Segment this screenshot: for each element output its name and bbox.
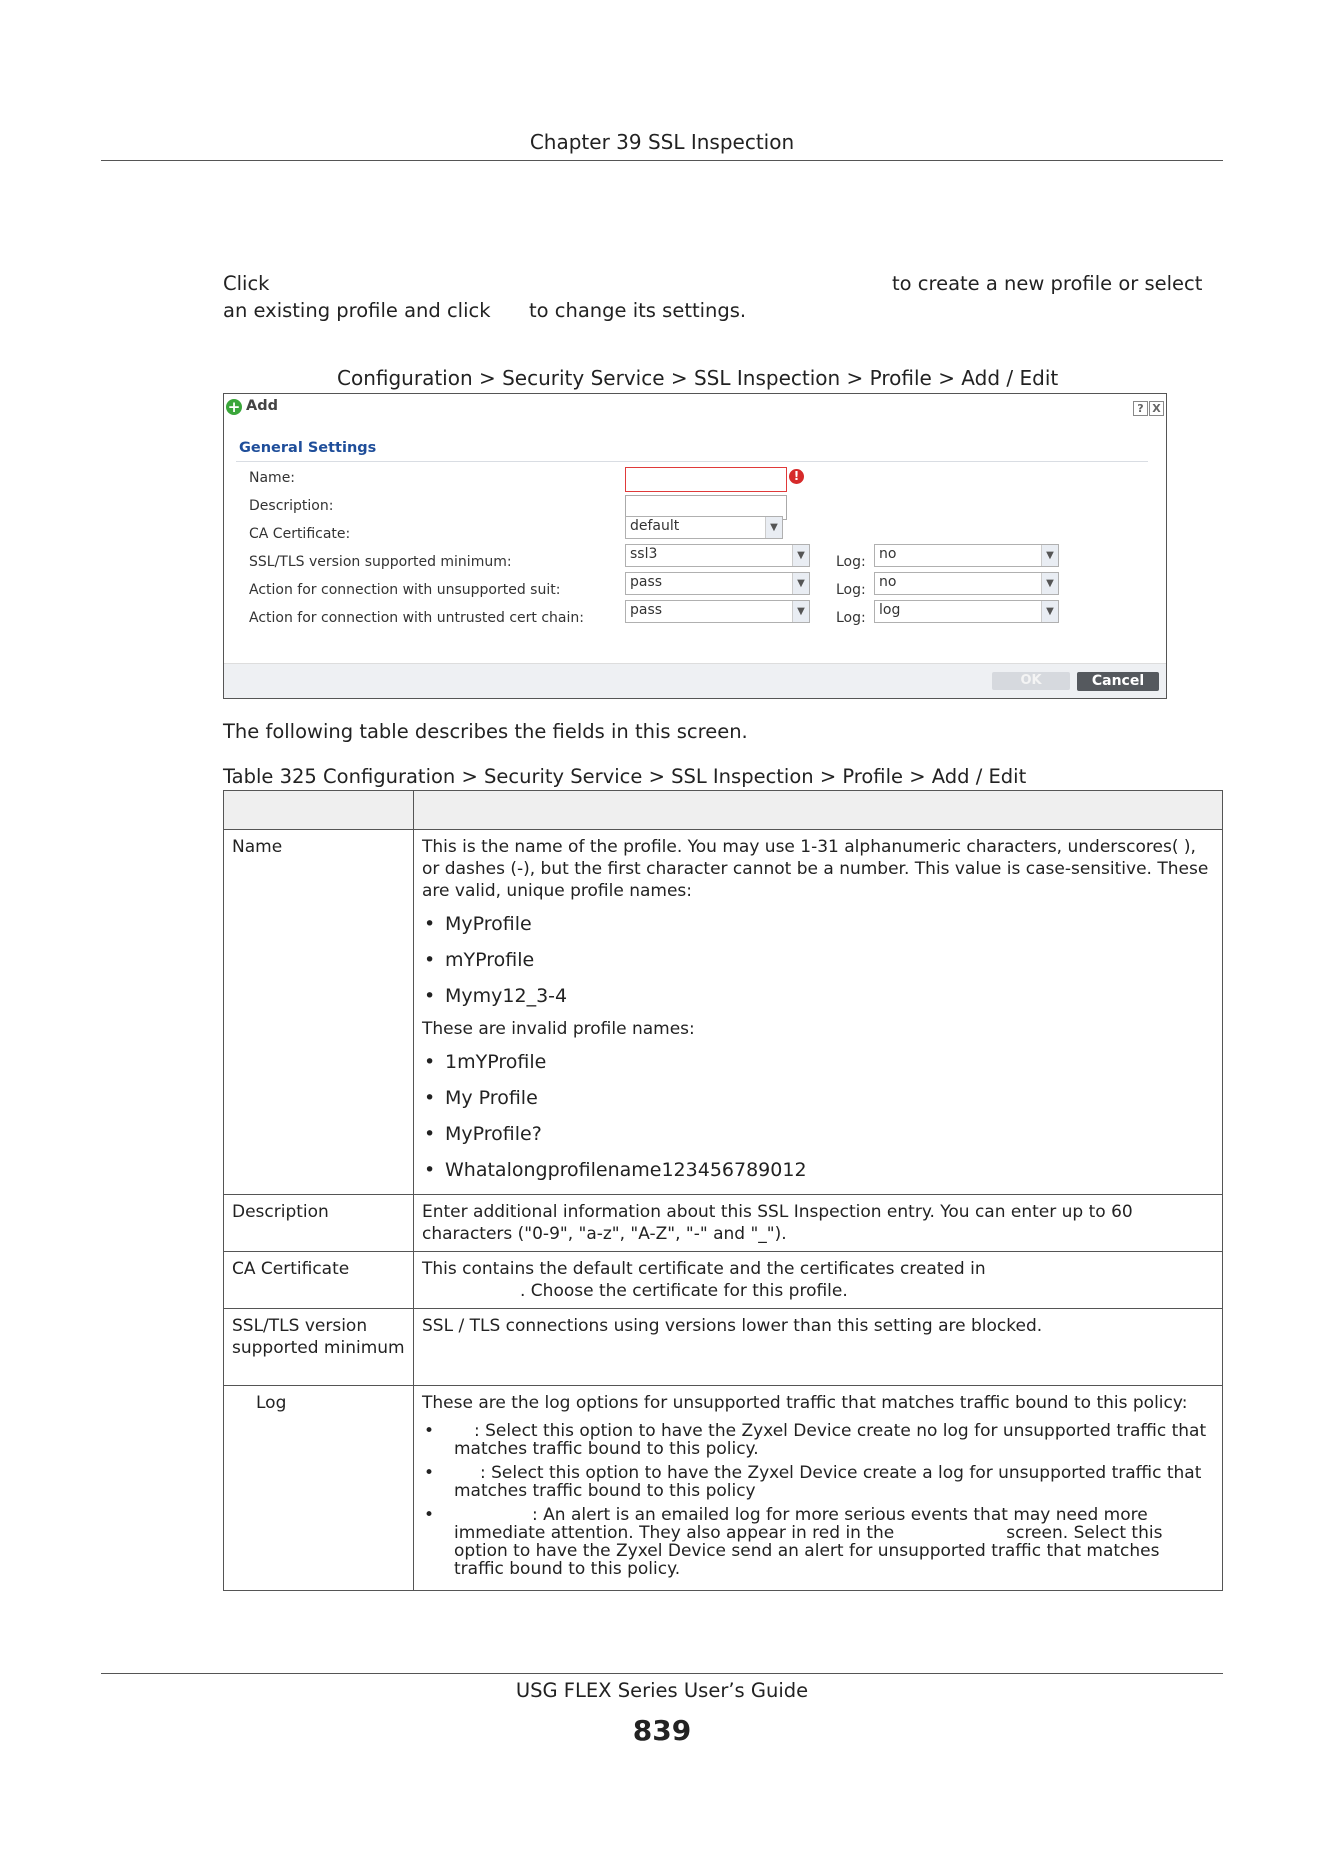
unsupported-log-select[interactable] [874,572,1059,595]
chevron-down-icon: ▼ [1041,601,1058,622]
page-number: 839 [632,1714,692,1747]
intro-line2-start: an existing profile and click [223,299,491,322]
row-desc-ssl-version: SSL / TLS connections using versions lower than this setting are blocked. [414,1309,1223,1386]
intro-paragraph [223,270,1218,330]
cancel-button[interactable]: Cancel [1077,672,1159,691]
error-icon: ! [789,469,804,484]
list-item: • Mymy12_3-4 [422,978,1214,1014]
ok-button[interactable]: OK [992,672,1070,690]
table-row [224,1195,1223,1252]
chevron-down-icon: ▼ [792,573,809,594]
list-item: • MyProfile? [422,1116,1214,1152]
footer-rule [101,1673,1223,1674]
ssl-version-value: ssl3 [630,546,658,562]
guide-title: USG FLEX Series User’s Guide [515,1679,809,1702]
chevron-down-icon: ▼ [765,517,782,538]
unsupported-log-value: no [879,574,897,590]
help-icon[interactable]: ? [1133,401,1148,416]
row-label-ca-certificate: CA Certificate [224,1252,414,1309]
intro-line2-end: to change its settings. [529,299,747,322]
log-options-list [422,1422,1214,1578]
ssl-log-label: Log: [836,554,866,570]
ca-desc-line1: This contains the default certificate and the certificates created in [422,1259,986,1279]
row-desc-ca-certificate [414,1252,1223,1309]
ssl-log-value: no [879,546,897,562]
chevron-down-icon: ▼ [1041,573,1058,594]
row-label-ssl-version: SSL/TLS version supported minimum [224,1309,414,1386]
log-option-log [422,1464,1214,1500]
list-item: • My Profile [422,1080,1214,1116]
description-label: Description: [249,498,334,514]
ca-certificate-value: default [630,518,680,534]
unsupported-suit-label: Action for connection with unsupported suit: [249,582,561,598]
dialog-title-bar [224,396,1166,420]
close-icon[interactable]: X [1149,401,1164,416]
add-profile-dialog [223,393,1167,699]
chapter-title: Chapter 39 SSL Inspection [529,130,795,154]
invalid-names-list [422,1044,1214,1188]
log-option-no-text: : Select this option to have the Zyxel Device create no log for unsupported traffic that matches traffic bound to this policy. [454,1421,1207,1459]
list-item: • MyProfile [422,906,1214,942]
ca-desc-line2: . Choose the certificate for this profile. [520,1281,848,1301]
row-desc-log [414,1386,1223,1591]
intro-line1-start: Click [223,272,270,295]
list-item: • Whatalongprofilename123456789012 [422,1152,1214,1188]
table-header-description [414,791,1223,830]
dialog-footer [224,663,1166,698]
log-option-alert-text-b: screen. Select this option to have the Zyxel Device send an alert for unsupported traffic that matches traffic bound to this policy. [454,1523,1163,1579]
table-row [224,1252,1223,1309]
valid-names-list [422,906,1214,1014]
row-label-name: Name [224,830,414,1195]
add-icon: + [227,398,241,416]
chevron-down-icon: ▼ [1041,545,1058,566]
untrusted-log-value: log [879,602,901,618]
table-row [224,830,1223,1195]
name-label: Name: [249,470,296,486]
table-header-label [224,791,414,830]
untrusted-chain-label: Action for connection with untrusted cert chain: [249,610,584,626]
ssl-version-label: SSL/TLS version supported minimum: [249,554,512,570]
unsupported-suit-select[interactable] [625,572,810,595]
chevron-down-icon: ▼ [792,601,809,622]
invalid-intro: These are invalid profile names: [422,1019,695,1039]
section-divider [236,461,1148,462]
row-desc-name [414,830,1223,1195]
unsupported-log-label: Log: [836,582,866,598]
figure-caption: Configuration > Security Service > SSL Inspection > Profile > Add / Edit [337,366,1059,390]
ssl-log-select[interactable] [874,544,1059,567]
row-label-log: Log [224,1386,414,1591]
intro-line1-end: to create a new profile or select [892,272,1203,295]
row-desc-description: Enter additional information about this SSL Inspection entry. You can enter up to 60 characters ("0-9", "a-z", "A-Z", "-" and "_"). [414,1195,1223,1252]
untrusted-log-select[interactable] [874,600,1059,623]
ca-certificate-label: CA Certificate: [249,526,351,542]
ssl-version-select[interactable] [625,544,810,567]
log-option-no [422,1422,1214,1458]
fields-table [223,790,1223,1591]
name-input[interactable] [625,467,787,492]
table-row [224,1309,1223,1386]
untrusted-chain-select[interactable] [625,600,810,623]
untrusted-chain-value: pass [630,602,663,618]
log-option-log-text: : Select this option to have the Zyxel Device create a log for unsupported traffic that matches traffic bound to this policy [454,1463,1202,1501]
dialog-title: Add [246,398,278,414]
log-option-alert-text-a: : An alert is an emailed log for more serious events that may need more immediate attention. They also appear in red in the [454,1505,1148,1543]
unsupported-suit-value: pass [630,574,663,590]
table-row [224,1386,1223,1591]
row-label-description: Description [224,1195,414,1252]
log-intro: These are the log options for unsupported traffic that matches traffic bound to this policy: [422,1393,1188,1413]
ca-certificate-select[interactable] [625,516,783,539]
chevron-down-icon: ▼ [792,545,809,566]
log-option-alert [422,1506,1214,1578]
name-desc-text: This is the name of the profile. You may use 1-31 alphanumeric characters, underscores( ), or dashes (-), but the first character cannot be a number. This value is case-sensitive. These are valid, unique profile names: [422,837,1209,901]
section-title: General Settings [239,440,377,456]
list-item: • mYProfile [422,942,1214,978]
following-text: The following table describes the fields in this screen. [223,720,748,743]
untrusted-log-label: Log: [836,610,866,626]
list-item: • 1mYProfile [422,1044,1214,1080]
table-caption: Table 325 Configuration > Security Service > SSL Inspection > Profile > Add / Edit [223,765,1027,788]
table-header-row [224,791,1223,830]
header-rule [101,160,1223,161]
